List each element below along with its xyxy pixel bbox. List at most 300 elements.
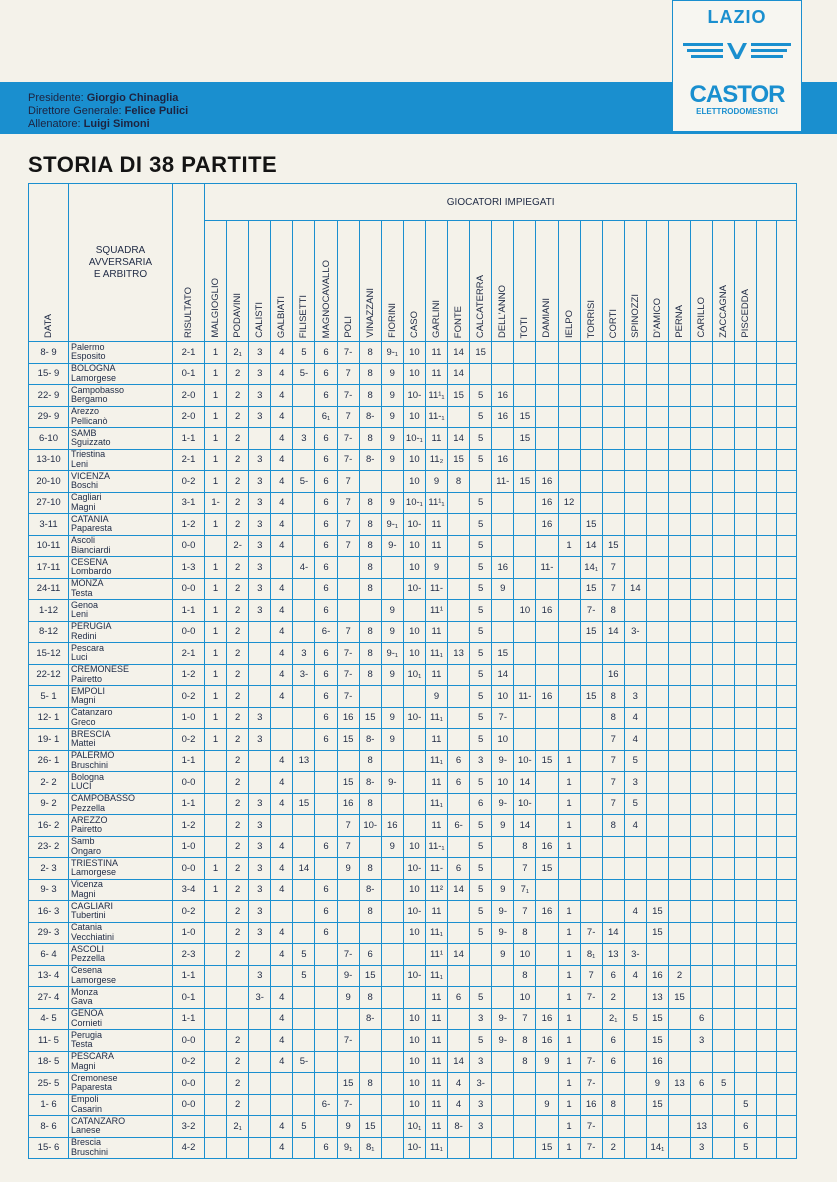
player-shirt-cell [536,793,558,815]
referee-name: Pezzella [71,953,106,964]
player-header: MAGNOCAVALLO [315,221,337,342]
player-shirt-cell [249,1094,271,1116]
player-shirt-cell: 1 [558,836,580,858]
player-shirt-cell [315,772,337,794]
player-shirt-cell [757,535,777,557]
player-shirt-cell: 16 [580,1094,602,1116]
player-shirt-cell [381,1116,403,1138]
player-shirt-cell [757,922,777,944]
referee-name: Pellicanò [71,415,108,426]
player-shirt-cell [668,1030,690,1052]
player-shirt-cell [757,1094,777,1116]
opponent-name: Monza [71,986,99,997]
match-date: 11- 5 [29,1030,69,1052]
player-shirt-cell: 10 [514,600,536,622]
player-shirt-cell: 8- [448,1116,470,1138]
player-shirt-cell: 10 [403,406,425,428]
player-shirt-cell [315,965,337,987]
opponent-name: PESCARA [71,1051,115,1062]
player-shirt-cell [691,1094,713,1116]
player-shirt-cell [757,1137,777,1159]
player-shirt-cell [713,858,735,880]
player-shirt-cell [205,944,227,966]
player-shirt-cell: 10 [403,643,425,665]
player-shirt-cell [735,793,757,815]
player-shirt-cell: 5- [293,363,315,385]
player-shirt-cell: 2 [227,621,249,643]
player-shirt-cell: 15 [646,922,668,944]
player-shirt-cell [691,729,713,751]
opponent-referee [69,987,173,1009]
match-date: 8- 9 [29,342,69,364]
opponent-name: Bologna [71,771,105,782]
player-shirt-cell [580,664,602,686]
player-shirt-cell [691,385,713,407]
player-shirt-cell [624,342,646,364]
player-shirt-cell [691,901,713,923]
match-date: 25- 5 [29,1073,69,1095]
player-shirt-cell: 9 [492,944,514,966]
player-shirt-cell: 7 [514,858,536,880]
player-shirt-cell [777,406,797,428]
player-shirt-cell: 8 [359,535,381,557]
player-header: MALGIOGLIO [205,221,227,342]
player-header: VINAZZANI [359,221,381,342]
player-shirt-cell [337,600,359,622]
match-date: 13- 4 [29,965,69,987]
player-shirt-cell [381,750,403,772]
opponent-name: Cagliari [71,492,102,503]
player-shirt-cell: 1 [558,965,580,987]
player-shirt-cell [205,1008,227,1030]
player-header: FILISETTI [293,221,315,342]
match-date: 5- 1 [29,686,69,708]
player-shirt-cell: 9 [381,600,403,622]
player-shirt-cell [624,557,646,579]
player-shirt-cell: 8 [359,514,381,536]
player-shirt-cell: 15 [514,428,536,450]
player-shirt-cell: 5 [624,793,646,815]
player-shirt-cell [514,643,536,665]
player-shirt-cell: 4 [271,686,293,708]
player-shirt-cell [492,514,514,536]
player-shirt-cell [580,879,602,901]
opponent-referee [69,965,173,987]
player-shirt-cell [271,707,293,729]
player-shirt-cell: 10 [403,1030,425,1052]
player-shirt-cell [713,686,735,708]
player-shirt-cell [403,729,425,751]
player-shirt-cell [713,1116,735,1138]
player-shirt-cell [757,944,777,966]
player-shirt-cell: 11- [514,686,536,708]
player-shirt-cell: 5 [470,836,492,858]
player-shirt-cell: 10 [403,449,425,471]
player-shirt-cell [514,363,536,385]
player-shirt-cell [624,987,646,1009]
player-shirt-cell: 11 [425,1116,447,1138]
match-date: 17-11 [29,557,69,579]
player-shirt-cell [757,987,777,1009]
player-shirt-cell: 8- [359,772,381,794]
player-shirt-cell: 11₁ [425,922,447,944]
table-row [29,815,797,837]
player-shirt-cell: 1 [558,901,580,923]
match-result: 4-2 [173,1137,205,1159]
player-shirt-cell: 11- [492,471,514,493]
player-shirt-cell: 15 [580,686,602,708]
player-shirt-cell [536,944,558,966]
player-shirt-cell [293,621,315,643]
player-shirt-cell [403,750,425,772]
player-shirt-cell [757,858,777,880]
table-row [29,449,797,471]
match-result: 1-1 [173,600,205,622]
player-shirt-cell: 2 [227,514,249,536]
player-shirt-cell [381,1051,403,1073]
player-shirt-cell: 1 [558,1137,580,1159]
player-shirt-cell [757,600,777,622]
player-shirt-cell [624,922,646,944]
player-shirt-cell [777,836,797,858]
player-shirt-cell [315,793,337,815]
player-shirt-cell: 8 [602,600,624,622]
player-shirt-cell [381,686,403,708]
player-shirt-cell [558,707,580,729]
player-shirt-cell [713,471,735,493]
player-shirt-cell [646,750,668,772]
opponent-referee [69,600,173,622]
player-shirt-cell: 8 [359,750,381,772]
player-shirt-cell: 11 [425,1073,447,1095]
opponent-name: CESENA [71,556,109,567]
player-shirt-cell [315,944,337,966]
player-shirt-cell: 7- [337,944,359,966]
player-shirt-cell [668,449,690,471]
player-shirt-cell [757,1008,777,1030]
player-shirt-cell [602,385,624,407]
player-shirt-cell: 6 [315,729,337,751]
player-shirt-cell: 8 [514,836,536,858]
player-shirt-cell [735,471,757,493]
player-shirt-cell [735,535,757,557]
player-shirt-cell [337,1008,359,1030]
player-shirt-cell: 15 [602,535,624,557]
player-shirt-cell: 9- [381,535,403,557]
table-row [29,707,797,729]
player-shirt-cell [205,793,227,815]
player-shirt-cell: 6 [315,600,337,622]
player-shirt-cell: 8- [359,406,381,428]
player-shirt-cell [735,707,757,729]
player-shirt-cell: 15 [337,729,359,751]
player-shirt-cell [646,815,668,837]
player-shirt-cell [293,449,315,471]
player-shirt-cell [735,514,757,536]
presidente-line: Presidente: Giorgio Chinaglia [28,92,179,104]
player-shirt-cell [691,836,713,858]
player-shirt-cell: 7- [337,385,359,407]
player-shirt-cell [403,600,425,622]
player-shirt-cell: 1 [205,664,227,686]
player-shirt-cell: 9 [337,858,359,880]
player-shirt-cell [691,621,713,643]
opponent-referee [69,1008,173,1030]
player-shirt-cell: 7- [337,449,359,471]
player-shirt-cell: 2 [227,858,249,880]
player-shirt-cell [668,492,690,514]
player-shirt-cell [735,944,757,966]
player-shirt-cell: 3 [249,514,271,536]
player-shirt-cell: 6 [315,707,337,729]
opponent-name: Cremonese [71,1072,118,1083]
player-shirt-cell [777,901,797,923]
player-shirt-cell: 4 [271,793,293,815]
player-shirt-cell [448,686,470,708]
player-shirt-cell [470,471,492,493]
player-shirt-cell: 2 [227,879,249,901]
player-shirt-cell: 5 [470,492,492,514]
player-shirt-cell: 6 [315,471,337,493]
player-shirt-cell: 2 [227,600,249,622]
player-shirt-cell: 1 [558,1008,580,1030]
player-shirt-cell [580,385,602,407]
player-shirt-cell [249,686,271,708]
player-shirt-cell [646,406,668,428]
player-shirt-cell [536,535,558,557]
player-shirt-cell [602,901,624,923]
player-shirt-cell [448,1030,470,1052]
player-shirt-cell [602,879,624,901]
player-shirt-cell: 6 [315,449,337,471]
player-shirt-cell: 4 [271,471,293,493]
player-shirt-cell: 13 [668,1073,690,1095]
referee-name: Lamorgese [71,974,117,985]
player-shirt-cell [691,643,713,665]
player-shirt-cell [602,363,624,385]
match-result: 0-2 [173,686,205,708]
player-shirt-cell [249,1051,271,1073]
player-shirt-cell: 5 [735,1094,757,1116]
player-shirt-cell [381,1030,403,1052]
player-shirt-cell [293,1073,315,1095]
opponent-referee [69,492,173,514]
opponent-referee [69,836,173,858]
match-date: 29- 3 [29,922,69,944]
player-shirt-cell: 10 [403,1051,425,1073]
player-shirt-cell [713,836,735,858]
player-shirt-cell: 3 [624,686,646,708]
opponent-referee [69,793,173,815]
match-history-table [28,183,797,1159]
player-shirt-cell: 1 [205,342,227,364]
player-shirt-cell [713,965,735,987]
player-shirt-cell [249,664,271,686]
player-shirt-cell [713,815,735,837]
player-shirt-cell [777,879,797,901]
player-shirt-cell [713,406,735,428]
player-shirt-cell [735,750,757,772]
player-shirt-cell: 3 [624,772,646,794]
player-shirt-cell: 10₁ [403,664,425,686]
player-shirt-cell [646,686,668,708]
player-shirt-cell [691,428,713,450]
player-shirt-cell [691,557,713,579]
player-shirt-cell [668,514,690,536]
player-shirt-cell [293,535,315,557]
player-shirt-cell [777,428,797,450]
player-shirt-cell: 1 [205,858,227,880]
player-shirt-cell: 11 [425,342,447,364]
player-shirt-cell [777,793,797,815]
player-shirt-cell: 1 [205,643,227,665]
player-shirt-cell [713,342,735,364]
player-shirt-cell: 15 [492,643,514,665]
player-shirt-cell: 2 [227,729,249,751]
player-shirt-cell [492,342,514,364]
player-shirt-cell [536,1073,558,1095]
player-shirt-cell: 9- [337,965,359,987]
player-shirt-cell [757,342,777,364]
player-shirt-cell: 4 [271,621,293,643]
player-shirt-cell [205,901,227,923]
player-shirt-cell [580,793,602,815]
player-shirt-cell [205,1051,227,1073]
referee-name: Lamorgese [71,372,117,383]
player-shirt-cell: 12 [558,492,580,514]
player-shirt-cell [757,363,777,385]
player-shirt-cell: 9 [381,621,403,643]
player-shirt-cell [624,1030,646,1052]
player-shirt-cell: 3 [249,879,271,901]
player-shirt-cell [315,1116,337,1138]
player-shirt-cell [668,750,690,772]
player-header: CORTI [602,221,624,342]
player-shirt-cell: 3 [691,1030,713,1052]
player-shirt-cell: 5 [470,449,492,471]
player-shirt-cell [668,600,690,622]
player-shirt-cell: 7 [580,965,602,987]
player-shirt-cell: 7- [337,1094,359,1116]
opponent-referee [69,729,173,751]
opponent-referee [69,621,173,643]
player-header: GALBIATI [271,221,293,342]
player-shirt-cell [777,557,797,579]
player-shirt-cell [602,471,624,493]
player-shirt-cell [293,987,315,1009]
referee-name: Luci [71,652,88,663]
player-shirt-cell: 7- [492,707,514,729]
player-shirt-cell [580,471,602,493]
player-shirt-cell: 11₁ [425,707,447,729]
player-shirt-cell [757,772,777,794]
match-date: 10-11 [29,535,69,557]
player-shirt-cell [381,1094,403,1116]
opponent-name: EMPOLI [71,685,106,696]
player-shirt-cell [691,600,713,622]
player-shirt-cell [337,879,359,901]
player-shirt-cell: 2 [602,987,624,1009]
referee-name: Greco [71,716,96,727]
player-shirt-cell [403,944,425,966]
player-shirt-cell [691,1051,713,1073]
player-shirt-cell [514,729,536,751]
player-shirt-cell: 7- [580,1116,602,1138]
player-shirt-cell: 6 [691,1008,713,1030]
player-shirt-cell [514,492,536,514]
match-result: 1-0 [173,836,205,858]
player-shirt-cell: 10- [403,385,425,407]
player-header: TOTI [514,221,536,342]
player-shirt-cell [691,686,713,708]
player-shirt-cell: 4 [271,1030,293,1052]
match-result: 0-2 [173,729,205,751]
match-result: 1-0 [173,707,205,729]
direttore-line: Direttore Generale: Felice Pulici [28,105,189,117]
player-header: TORRISI [580,221,602,342]
opponent-name: MONZA [71,578,104,589]
player-shirt-cell: 5 [735,1137,757,1159]
player-header: CARILLO [691,221,713,342]
player-shirt-cell [777,1116,797,1138]
player-shirt-cell [249,1073,271,1095]
player-shirt-cell: 3- [249,987,271,1009]
player-shirt-cell: 15 [668,987,690,1009]
player-shirt-cell [668,643,690,665]
player-shirt-cell: 5 [470,621,492,643]
player-shirt-cell [713,621,735,643]
player-shirt-cell: 5 [470,514,492,536]
player-shirt-cell: 9 [381,363,403,385]
player-shirt-cell: 4 [271,514,293,536]
player-shirt-cell [315,1073,337,1095]
player-shirt-cell: 4 [271,1008,293,1030]
player-shirt-cell [315,1051,337,1073]
player-shirt-cell [227,1137,249,1159]
player-shirt-cell [668,363,690,385]
table-row [29,1051,797,1073]
opponent-referee [69,643,173,665]
player-shirt-cell: 4 [271,858,293,880]
player-shirt-cell: 5 [624,750,646,772]
player-shirt-cell: 16 [492,385,514,407]
player-shirt-cell [558,557,580,579]
player-shirt-cell [646,385,668,407]
player-shirt-cell [668,406,690,428]
opponent-name: Brescia [71,1137,102,1148]
player-shirt-cell: 14 [448,342,470,364]
player-shirt-cell: 2 [227,449,249,471]
player-shirt-cell: 3 [249,858,271,880]
player-shirt-cell [691,750,713,772]
player-shirt-cell: 16 [646,965,668,987]
player-shirt-cell: 8 [359,621,381,643]
player-shirt-cell [735,686,757,708]
player-header: FIORINI [381,221,403,342]
opponent-name: CATANIA [71,513,109,524]
player-shirt-cell: 6 [315,664,337,686]
referee-name: Bianciardi [71,544,111,555]
match-date: 15- 9 [29,363,69,385]
referee-name: Pairetto [71,673,103,684]
player-shirt-cell [580,363,602,385]
player-shirt-cell [691,815,713,837]
player-shirt-cell [713,535,735,557]
player-shirt-cell: 4 [624,707,646,729]
opponent-referee [69,664,173,686]
player-shirt-cell [536,428,558,450]
player-shirt-cell: 4 [271,1116,293,1138]
